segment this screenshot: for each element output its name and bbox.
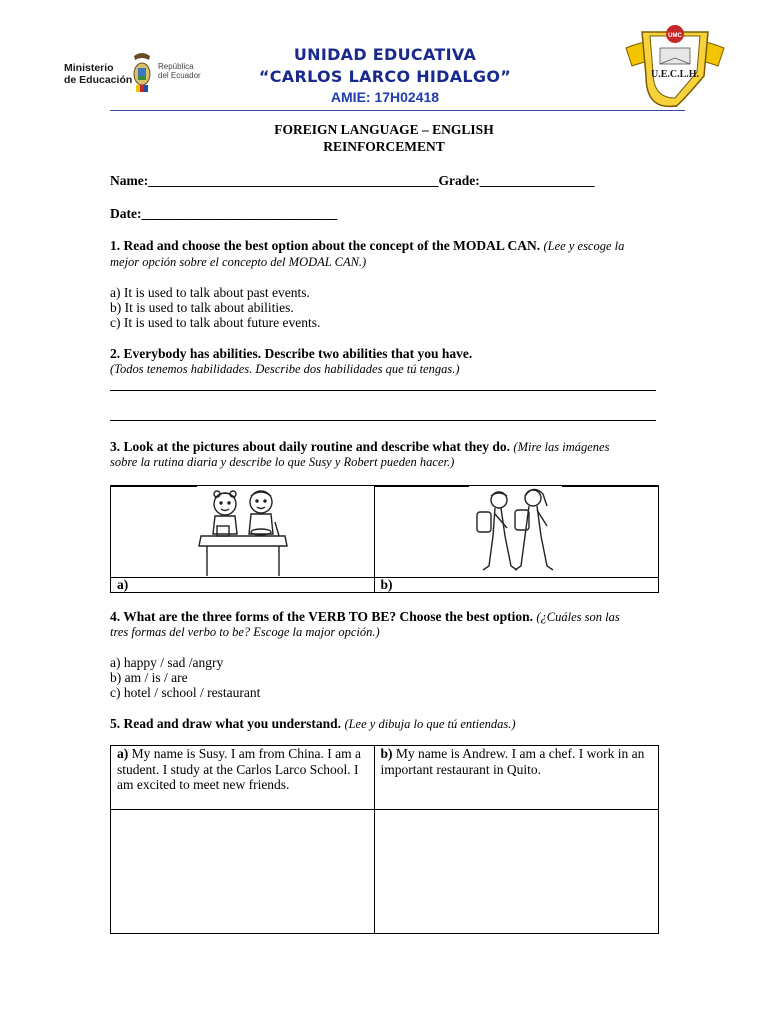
q1-italic-a: (Lee y escoge la bbox=[543, 239, 625, 253]
picture-cell-a bbox=[111, 486, 375, 578]
reading-label-b: b) bbox=[380, 746, 393, 761]
drawing-box-b[interactable] bbox=[374, 810, 659, 934]
q3-bold: 3. Look at the pictures about daily routine and describe what they do. bbox=[110, 439, 511, 454]
school-line2: “CARLOS LARCO HIDALGO” bbox=[258, 67, 512, 86]
drawing-box-a[interactable] bbox=[111, 810, 375, 934]
school-name bbox=[230, 44, 540, 106]
ministry-line2: de Educación bbox=[64, 74, 133, 86]
name-label: Name:___________________________________________ bbox=[110, 173, 439, 188]
children-walking-icon bbox=[467, 486, 567, 578]
answer-line-1[interactable] bbox=[110, 390, 656, 391]
picture-table bbox=[110, 485, 659, 593]
coat-of-arms-icon bbox=[130, 50, 154, 94]
q4-bold: 4. What are the three forms of the VERB TO BE? Choose the best option. bbox=[110, 609, 534, 624]
q1-bold: 1. Read and choose the best option about the concept of the MODAL CAN. bbox=[110, 238, 541, 253]
school-crest-icon bbox=[620, 14, 730, 110]
q5-italic: (Lee y dibuja lo que tú entiendas.) bbox=[344, 717, 516, 731]
q4-prompt bbox=[110, 609, 620, 625]
q3-italic-b: sobre la rutina diaria y describe lo que Susy y Robert pueden hacer.) bbox=[110, 455, 455, 469]
q1-option-a[interactable]: a) It is used to talk about past events. bbox=[110, 285, 310, 300]
q4-option-b[interactable]: b) am / is / are bbox=[110, 670, 188, 685]
date-field[interactable]: Date:_____________________________ bbox=[110, 206, 338, 221]
q5-prompt bbox=[110, 716, 516, 732]
logo-text: U.E.C.L.H. bbox=[650, 69, 700, 80]
q4-option-a[interactable]: a) happy / sad /angry bbox=[110, 655, 224, 670]
reading-cell-a bbox=[111, 746, 375, 810]
name-field[interactable] bbox=[110, 173, 594, 189]
q2-prompt: 2. Everybody has abilities. Describe two abilities that you have. bbox=[110, 346, 473, 361]
reading-text-b: My name is Andrew. I am a chef. I work in an important restaurant in Quito. bbox=[380, 746, 645, 777]
q2-italic: (Todos tenemos habilidades. Describe dos habilidades que tú tengas.) bbox=[110, 362, 460, 376]
q4-option-c[interactable]: c) hotel / school / restaurant bbox=[110, 685, 261, 700]
q3-prompt bbox=[110, 439, 609, 455]
reading-label-a: a) bbox=[117, 746, 129, 761]
q5-bold: 5. Read and draw what you understand. bbox=[110, 716, 342, 731]
ministry-line1: Ministerio bbox=[64, 62, 114, 74]
reading-cell-b bbox=[374, 746, 659, 810]
q1-italic-b: mejor opción sobre el concepto del MODAL CAN.) bbox=[110, 255, 367, 269]
republic-line2: del Ecuador bbox=[158, 71, 201, 80]
reading-text-a: My name is Susy. I am from China. I am a student. I study at the Carlos Larco School. I am excited to meet new friends. bbox=[117, 746, 361, 792]
school-line1: UNIDAD EDUCATIVA bbox=[293, 45, 477, 64]
q1-option-b[interactable]: b) It is used to talk about abilities. bbox=[110, 300, 294, 315]
picture-label-a: a) bbox=[111, 578, 375, 593]
q3-italic-a: (Mire las imágenes bbox=[513, 440, 610, 454]
ministry-logo bbox=[64, 58, 214, 98]
q1-prompt bbox=[110, 238, 624, 254]
subject-title: FOREIGN LANGUAGE – ENGLISH bbox=[274, 122, 494, 137]
header-divider bbox=[110, 110, 685, 111]
q1-option-c[interactable]: c) It is used to talk about future events. bbox=[110, 315, 321, 330]
reading-table bbox=[110, 745, 659, 934]
answer-line-2[interactable] bbox=[110, 420, 656, 421]
republic-line1: República bbox=[158, 62, 194, 71]
logo-top-text: UMC bbox=[668, 33, 682, 39]
children-eating-icon bbox=[195, 486, 291, 578]
grade-label: Grade:_________________ bbox=[438, 173, 595, 188]
picture-cell-b bbox=[374, 486, 658, 578]
amie-code: AMIE: 17H02418 bbox=[330, 89, 440, 105]
q4-italic-b: tres formas del verbo to be? Escoge la major opción.) bbox=[110, 625, 380, 639]
q4-italic-a: (¿Cuáles son las bbox=[536, 610, 620, 624]
picture-label-b: b) bbox=[374, 578, 658, 593]
sheet-title: REINFORCEMENT bbox=[323, 139, 445, 154]
